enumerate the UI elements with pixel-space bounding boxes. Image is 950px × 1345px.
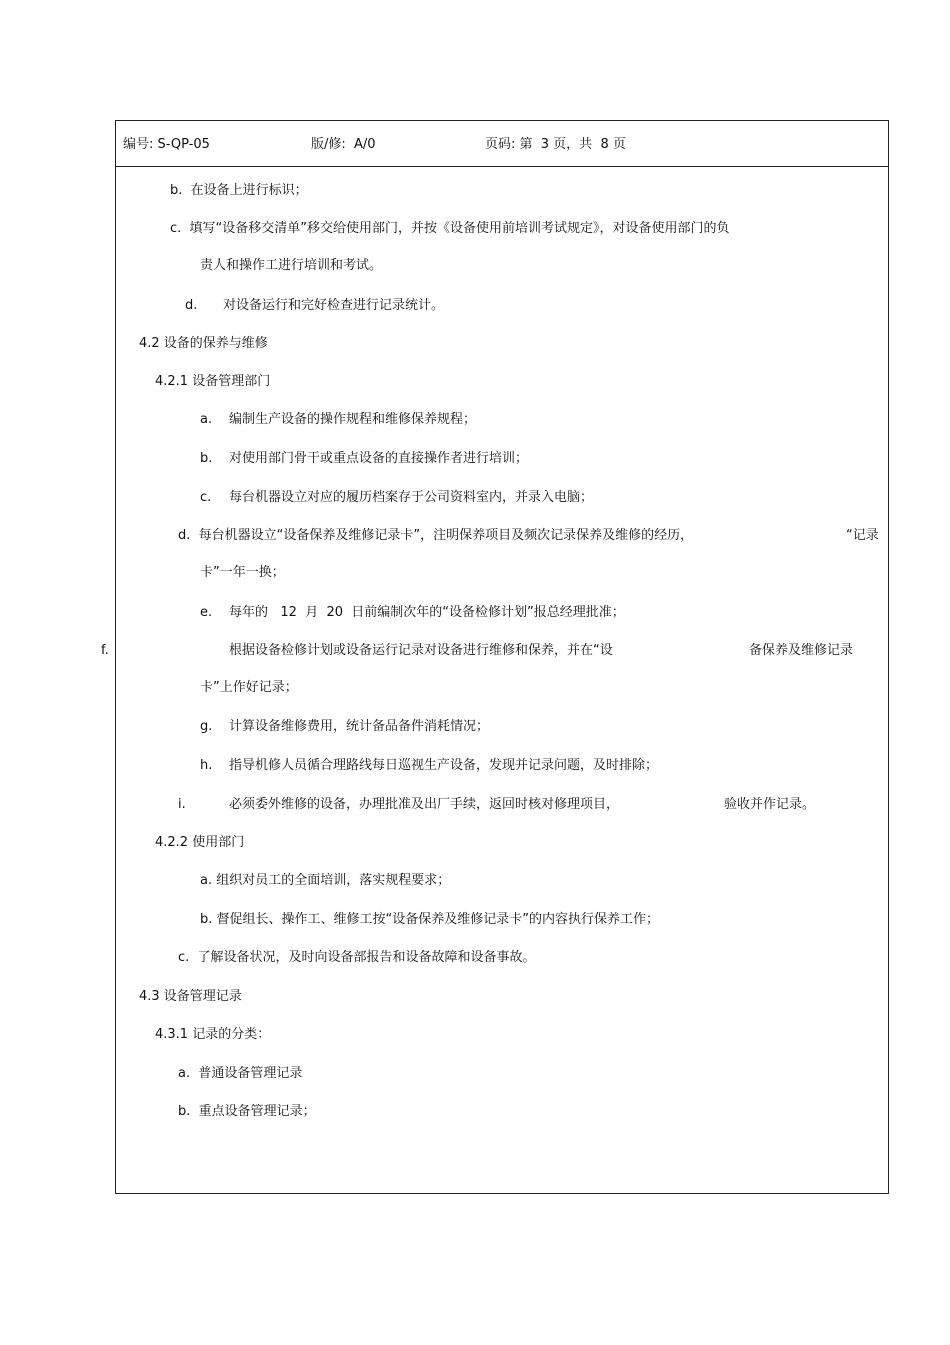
item-d-continuation: 卡”一年一换；: [200, 565, 285, 580]
doc-page-number: 页码: 第 3 页，共 8 页: [485, 137, 626, 152]
section-4-2-heading: 4.2 设备的保养与维修: [139, 336, 268, 351]
item-f-tail: 备保养及维修记录: [749, 643, 854, 658]
item-c-continuation: 责人和操作工进行培训和考试。: [200, 258, 383, 273]
item-i-tail: 验收并作记录。: [724, 797, 816, 812]
record-item-a: a. 普通设备管理记录: [178, 1066, 303, 1081]
item-d-record-card: d. 每台机器设立“设备保养及维修记录卡”，注明保养项目及频次记录保养及维修的经历，: [178, 528, 694, 543]
document-header: [116, 121, 888, 167]
item-b-label: b.: [200, 451, 213, 466]
item-b-mark-equipment: b. 在设备上进行标识；: [170, 183, 308, 198]
section-4-2-1-heading: 4.2.1 设备管理部门: [155, 374, 271, 389]
section-4-3-1-heading: 4.3.1 记录的分类：: [155, 1027, 271, 1042]
item-d-text: 对设备运行和完好检查进行记录统计。: [223, 298, 445, 313]
item-e-text: 每年的 12 月 20 日前编制次年的“设备检修计划”报总经理批准；: [229, 605, 625, 620]
item-e-label: e.: [200, 605, 213, 620]
item-i-text: 必须委外维修的设备，办理批准及出厂手续，返回时核对修理项目，: [229, 797, 620, 812]
doc-version: 版/修: A/0: [311, 137, 376, 152]
item-a-label: a.: [200, 412, 213, 427]
item-f-text: 根据设备检修计划或设备运行记录对设备进行维修和保养，并在“设: [229, 643, 613, 658]
item-d-label: d.: [185, 298, 198, 313]
user-item-b: b. 督促组长、操作工、维修工按“设备保养及维修记录卡”的内容执行保养工作；: [200, 912, 659, 927]
doc-code: 编号: S-QP-05: [123, 137, 210, 152]
item-b-text: 对使用部门骨干或重点设备的直接操作者进行培训；: [229, 451, 529, 466]
item-h-text: 指导机修人员循合理路线每日巡视生产设备，发现并记录问题，及时排除；: [229, 758, 659, 773]
item-i-label: i.: [178, 797, 186, 812]
item-d-tail: “记录: [846, 528, 879, 543]
item-g-text: 计算设备维修费用，统计备品备件消耗情况；: [229, 719, 490, 734]
item-a-text: 编制生产设备的操作规程和维修保养规程；: [229, 412, 477, 427]
section-4-3-heading: 4.3 设备管理记录: [139, 989, 242, 1004]
item-f-label: f.: [101, 643, 109, 658]
user-item-c: c. 了解设备状况，及时向设备部报告和设备故障和设备事故。: [178, 950, 536, 965]
item-c-handover: c. 填写“设备移交清单”移交给使用部门，并按《设备使用前培训考试规定》，对设备使用部门的负: [170, 221, 730, 236]
record-item-b: b. 重点设备管理记录；: [178, 1104, 316, 1119]
item-c-text: 每台机器设立对应的履历档案存于公司资料室内，并录入电脑；: [229, 490, 594, 505]
user-item-a: a. 组织对员工的全面培训，落实规程要求；: [200, 873, 451, 888]
item-h-label: h.: [200, 758, 213, 773]
item-f-continuation: 卡”上作好记录；: [200, 680, 298, 695]
item-c-label: c.: [200, 490, 212, 505]
section-4-2-2-heading: 4.2.2 使用部门: [155, 835, 245, 850]
item-g-label: g.: [200, 719, 213, 734]
